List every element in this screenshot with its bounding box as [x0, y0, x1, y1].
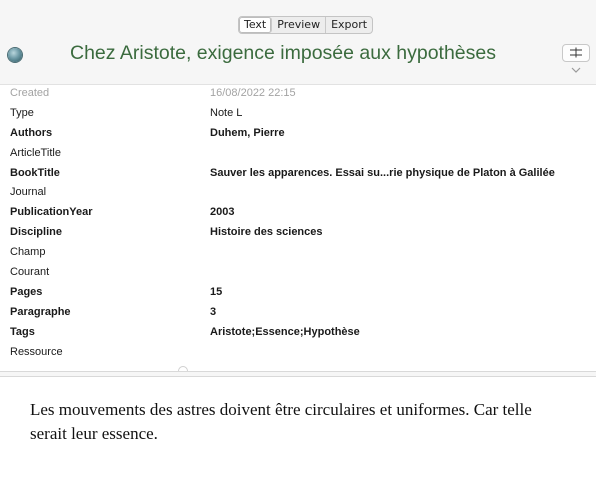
- meta-label: Journal: [10, 186, 47, 199]
- pin-menu-button[interactable]: [562, 44, 590, 62]
- meta-value[interactable]: Note L: [210, 106, 243, 119]
- meta-label: Courant: [10, 266, 50, 279]
- meta-row-journal[interactable]: [0, 183, 596, 203]
- meta-label: Authors: [10, 126, 53, 139]
- meta-row-type[interactable]: [0, 104, 596, 124]
- tab-preview[interactable]: Preview: [272, 17, 326, 33]
- meta-row-article-title[interactable]: [0, 144, 596, 164]
- meta-row-created: [0, 84, 596, 104]
- view-mode-segmented-control: [238, 16, 373, 34]
- tab-text[interactable]: Text: [239, 17, 272, 33]
- meta-label: Champ: [10, 246, 46, 259]
- pin-menu-icon: [569, 47, 583, 58]
- meta-label: ArticleTitle: [10, 146, 61, 159]
- meta-value[interactable]: 3: [210, 305, 217, 318]
- meta-label: Type: [10, 106, 34, 119]
- tab-export[interactable]: Export: [331, 18, 368, 31]
- chevron-down-icon[interactable]: [571, 67, 581, 74]
- meta-row-book-title[interactable]: [0, 164, 596, 184]
- metadata-table: [0, 84, 596, 362]
- meta-value: 16/08/2022 22:15: [210, 87, 296, 99]
- meta-label: Tags: [10, 325, 35, 338]
- note-title[interactable]: Chez Aristote, exigence imposée aux hypothèses: [70, 42, 497, 64]
- meta-row-courant[interactable]: [0, 263, 596, 283]
- meta-row-tags[interactable]: [0, 323, 596, 343]
- meta-row-pages[interactable]: [0, 283, 596, 303]
- meta-value[interactable]: Histoire des sciences: [210, 226, 323, 239]
- meta-row-authors[interactable]: [0, 124, 596, 144]
- meta-label: PublicationYear: [10, 206, 93, 219]
- meta-row-champ[interactable]: [0, 243, 596, 263]
- meta-label: BookTitle: [10, 166, 60, 179]
- meta-value[interactable]: 2003: [210, 206, 235, 219]
- meta-row-publication-year[interactable]: [0, 203, 596, 223]
- note-body-text[interactable]: Les mouvements des astres doivent être circulaires et uniformes. Car telle serait leur essence.: [30, 400, 532, 443]
- note-header: [0, 0, 596, 85]
- split-divider[interactable]: [0, 371, 596, 377]
- meta-label: Created: [10, 87, 50, 99]
- meta-row-paragraphe[interactable]: [0, 303, 596, 323]
- meta-label: Paragraphe: [10, 305, 71, 318]
- meta-label: Discipline: [10, 226, 62, 239]
- meta-value[interactable]: Duhem, Pierre: [210, 126, 285, 139]
- orb-icon[interactable]: [8, 48, 22, 62]
- meta-label: Pages: [10, 285, 43, 298]
- meta-label: Ressource: [10, 345, 63, 358]
- meta-value[interactable]: Sauver les apparences. Essai su...rie physique de Platon à Galilée: [210, 166, 555, 179]
- meta-value[interactable]: Aristote;Essence;Hypothèse: [210, 325, 360, 338]
- meta-row-ressource[interactable]: [0, 343, 596, 363]
- meta-value[interactable]: 15: [210, 285, 223, 298]
- meta-row-discipline[interactable]: [0, 223, 596, 243]
